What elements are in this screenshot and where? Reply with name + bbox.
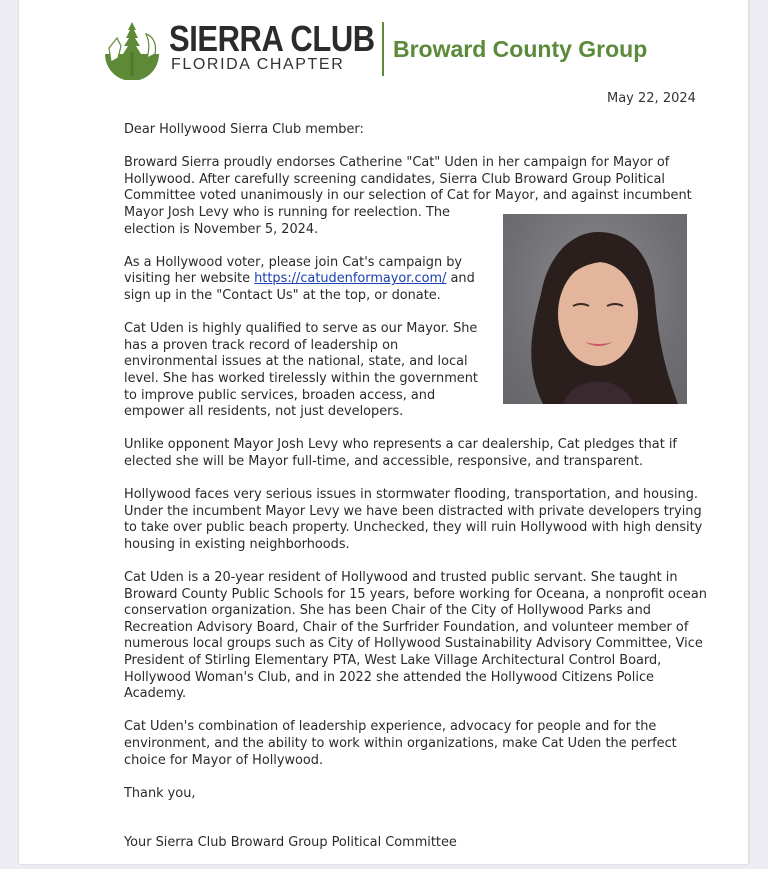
paragraph-join-campaign — [124, 255, 494, 305]
group-name: Broward County Group — [393, 36, 648, 62]
chapter-name: FLORIDA CHAPTER — [171, 56, 345, 73]
closing: Thank you, — [124, 785, 196, 801]
paragraph-text: As a Hollywood voter, please join Cat's campaign by visiting her website — [124, 254, 463, 287]
sierra-club-tree-emblem-icon — [101, 18, 163, 80]
paragraph-qualifications: Cat Uden is highly qualified to serve as our Mayor. She has a proven track record of leadership on environmental issues at the national, state, and local level. She has worked tirelessly within the government to improve public services, broaden access, and empower all residents, not just developers. — [124, 321, 478, 420]
letterhead-divider — [382, 22, 384, 76]
paragraph-text: and sign up in the "Contact Us" at the top, or donate. — [124, 271, 475, 303]
paragraph-issues: Hollywood faces very serious issues in stormwater flooding, transportation, and housing. Under the incumbent Mayor Levy we have been distracted with private developers trying to take over public beach property. Unchecked, they will ruin Hollywood with high density housing in existing neighborhoods. — [124, 487, 703, 552]
letter-date: May 22, 2024 — [607, 91, 696, 106]
campaign-website-link[interactable]: https://catudenformayor.com/ — [254, 271, 447, 287]
paragraph-summary: Cat Uden's combination of leadership experience, advocacy for people and for the environment, and the ability to work within organizations, make Cat Uden the perfect choice for Mayor of Hollywood. — [124, 719, 677, 768]
paragraph-opponent: Unlike opponent Mayor Josh Levy who represents a car dealership, Cat pledges that if elected she will be Mayor full-time, and accessible, responsive, and transparent. — [124, 437, 677, 469]
paragraph-bio: Cat Uden is a 20-year resident of Hollywood and trusted public servant. She taught in Broward County Public Schools for 15 years, before working for Oceana, a nonprofit ocean conservation organization. She has been Chair of the City of Hollywood Parks and Recreation Advisory Board, Chair of the Surfrider Foundation, and volunteer member of numerous local groups such as City of Hollywood Sustainability Advisory Committee, Vice President of Stirling Elementary PTA, West Lake Village Architectural Control Board, Hollywood Woman's Club, and in 2022 she attended the Hollywood Citizens Police Academy. — [124, 570, 707, 702]
signature: Your Sierra Club Broward Group Political Committee — [124, 835, 457, 851]
portrait-illustration — [503, 214, 687, 404]
salutation: Dear Hollywood Sierra Club member: — [124, 122, 364, 137]
paragraph-text-tail: Mayor Josh Levy who is running for reelection. The election is November 5, 2024. — [124, 204, 450, 237]
paragraph-text: Broward Sierra proudly endorses Catherine "Cat" Uden in her campaign for Mayor of Hollywood. After carefully screening candidates, Sierra Club Broward Group Political Committee voted unanimously in our selection of Cat for Mayor, and against incumbent — [124, 155, 692, 204]
org-name: SIERRA CLUB — [169, 18, 375, 59]
candidate-photo — [503, 214, 687, 404]
letter-page — [19, 0, 748, 864]
